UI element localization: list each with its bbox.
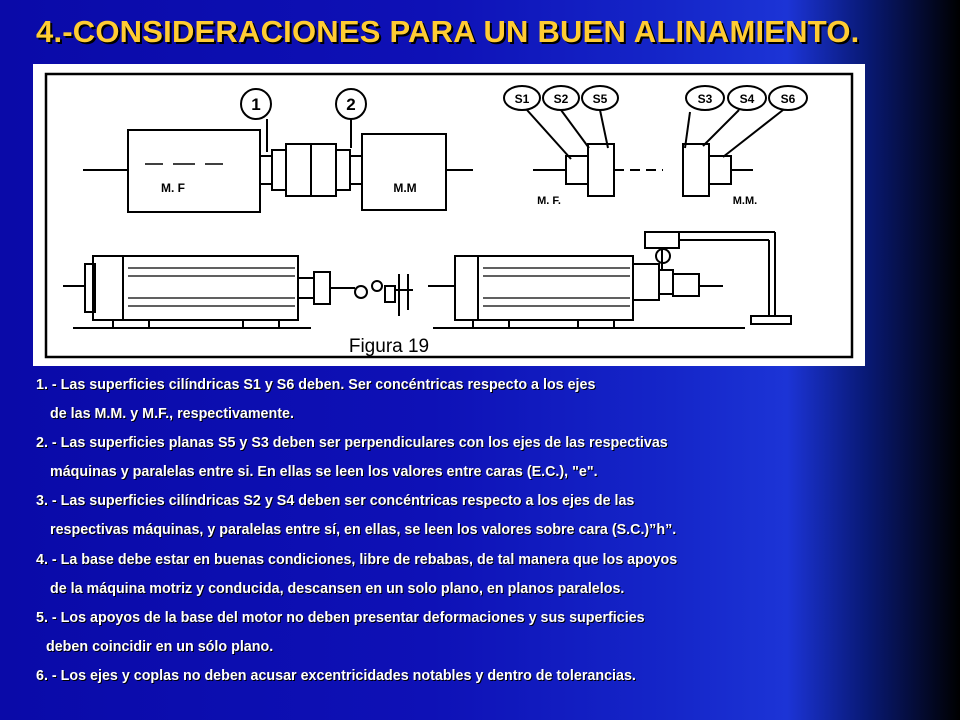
callout-s2: S2 bbox=[553, 92, 569, 106]
list-item bbox=[36, 604, 866, 662]
item-line-continued: máquinas y paralelas entre si. En ellas se leen los valores entre caras (E.C.), "e". bbox=[50, 464, 598, 481]
callout-s1: S1 bbox=[514, 92, 530, 106]
item-line: 5. - Los apoyos de la base del motor no deben presentar deformaciones y sus superficies bbox=[36, 609, 645, 626]
considerations-list bbox=[36, 371, 866, 691]
item-line: 3. - Las superficies cilíndricas S2 y S4 deben ser concéntricas respecto a los ejes de las bbox=[36, 493, 635, 510]
item-line-continued: deben coincidir en un sólo plano. bbox=[46, 638, 274, 655]
item-line: 4. - La base debe estar en buenas condiciones, libre de rebabas, de tal manera que los apoyos bbox=[36, 551, 678, 568]
item-line: 1. - Las superficies cilíndricas S1 y S6 deben. Ser concéntricas respecto a los ejes bbox=[36, 377, 596, 393]
callout-s6: S6 bbox=[780, 92, 796, 106]
callout-s4: S4 bbox=[739, 92, 755, 106]
item-line: 6. - Los ejes y coplas no deben acusar excentricidades notables y dentro de tolerancias. bbox=[36, 667, 636, 684]
callout-s5: S5 bbox=[592, 92, 608, 106]
callout-1: 1 bbox=[251, 95, 261, 114]
label-right-machine: M.M bbox=[393, 181, 417, 195]
callout-s3: S3 bbox=[697, 92, 713, 106]
label-left-machine: M. F bbox=[161, 181, 185, 195]
list-item bbox=[36, 662, 866, 691]
item-line-continued: de la máquina motriz y conducida, descansen en un solo plano, en planos paralelos. bbox=[50, 580, 625, 597]
label-mf: M. F. bbox=[537, 195, 561, 207]
list-item bbox=[36, 487, 866, 545]
callout-2: 2 bbox=[346, 95, 356, 114]
item-line-continued: de las M.M. y M.F., respectivamente. bbox=[50, 406, 294, 423]
list-item bbox=[36, 546, 866, 604]
alignment-diagram bbox=[33, 64, 865, 366]
figure-19-diagram bbox=[33, 64, 865, 366]
slide-title: 4.-CONSIDERACIONES PARA UN BUEN ALINAMIENTO. bbox=[36, 14, 860, 49]
label-mm: M.M. bbox=[732, 195, 758, 207]
item-line-continued: respectivas máquinas, y paralelas entre sí, en ellas, se leen los valores sobre cara (S.C.)”h”. bbox=[50, 522, 677, 539]
list-item bbox=[36, 371, 866, 429]
item-line: 2. - Las superficies planas S5 y S3 deben ser perpendiculares con los ejes de las respectivas bbox=[36, 435, 668, 452]
figure-caption: Figura 19 bbox=[348, 336, 430, 357]
list-item bbox=[36, 429, 866, 487]
